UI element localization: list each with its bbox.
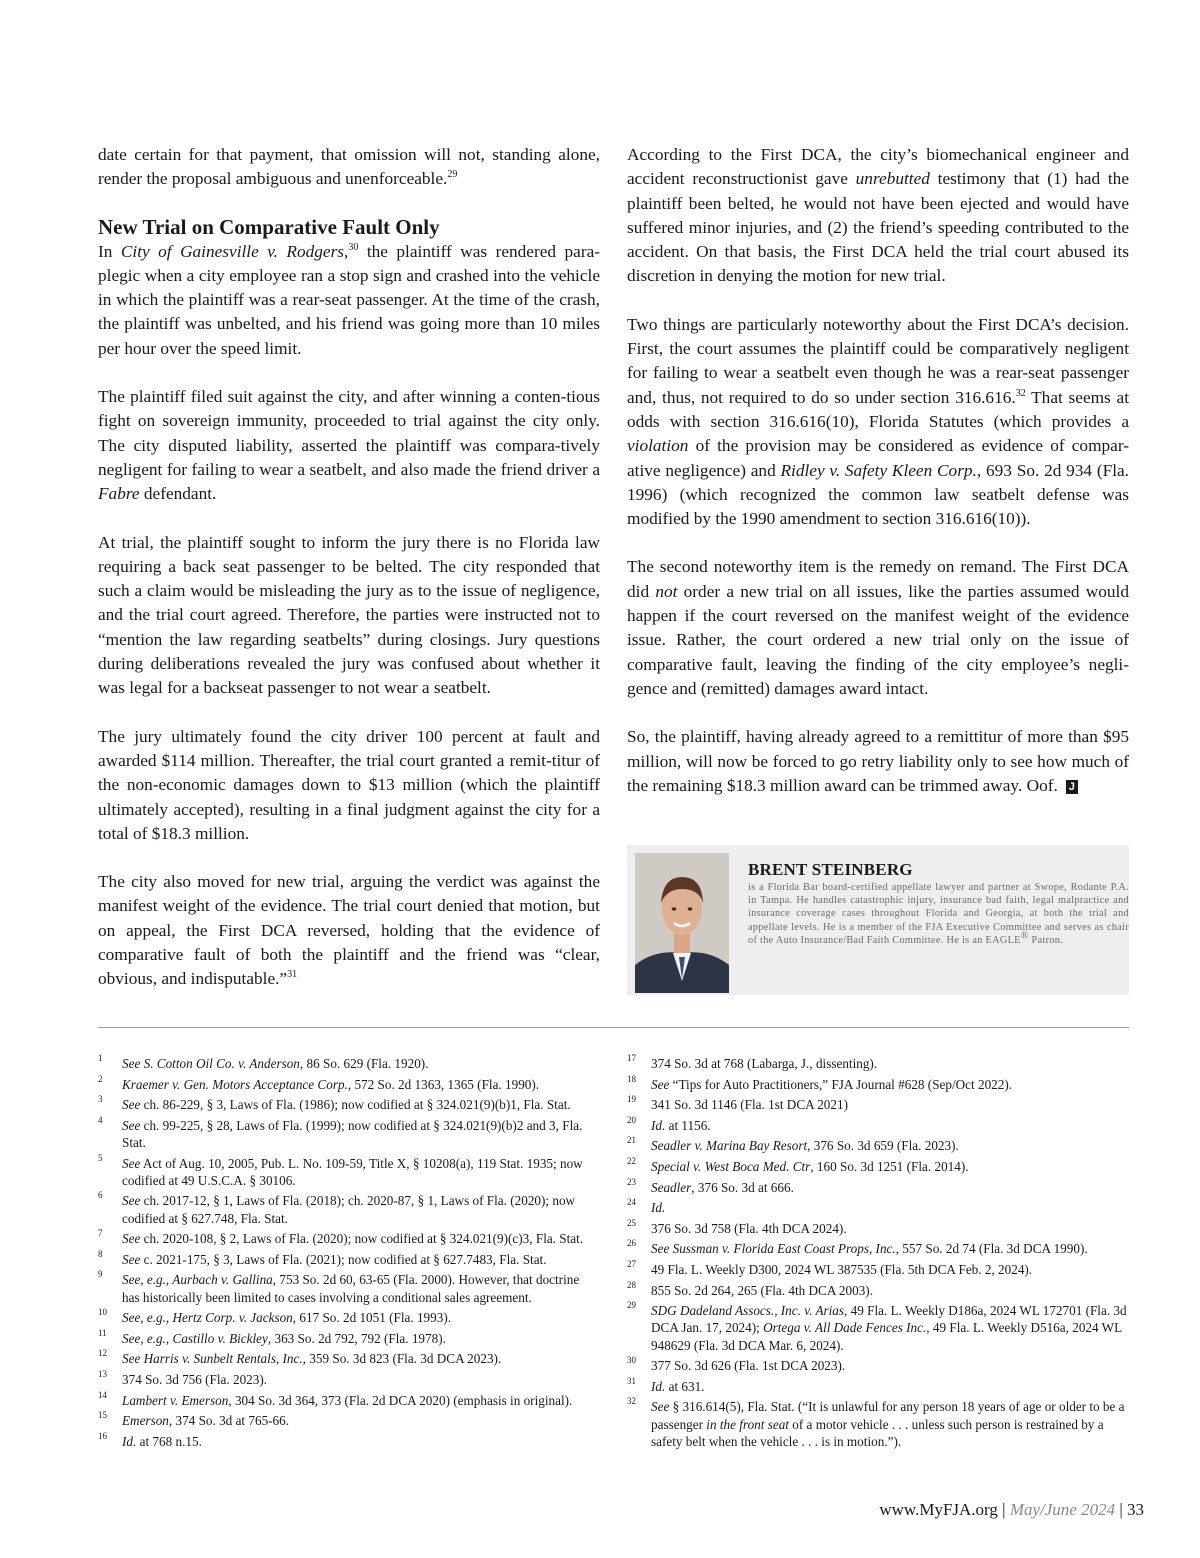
case-name: Fabre — [98, 484, 140, 504]
citation-text: , 304 So. 3d 364, 373 (Fla. 2d DCA 2020) (emphasis in original). — [228, 1392, 573, 1408]
citation-italic: See S. Cotton Oil Co. v. Anderson — [122, 1056, 300, 1071]
footnote-item — [98, 1271, 600, 1305]
footnote-item — [98, 1389, 600, 1409]
citation-italic: See Harris v. Sunbelt Rentals, Inc., — [122, 1351, 306, 1367]
footnote-item — [627, 1279, 1129, 1299]
footnote-item — [627, 1137, 1129, 1154]
citation-text: 359 So. 3d 823 (Fla. 3d DCA 2023). — [305, 1351, 502, 1367]
footnote-ref[interactable]: 32 — [1015, 387, 1026, 399]
citation-italic: See — [122, 1117, 141, 1133]
footnote-number: 6 — [98, 1190, 103, 1201]
footnote-number: 18 — [627, 1073, 636, 1084]
citation-text: 341 So. 3d 1146 (Fla. 1st DCA 2021) — [651, 1097, 848, 1113]
citation-italic: Ortega v. All Dade Fences Inc. — [763, 1320, 927, 1336]
footnote-number: 24 — [627, 1197, 636, 1208]
footnote-item — [98, 1114, 600, 1151]
footnote-number: 12 — [98, 1348, 107, 1359]
citation-text: § 316.614(5), Fla. Stat. (“It is unlawful for any person 18 years of age or older to be a passenger — [651, 1399, 1125, 1432]
footnote-item — [627, 1302, 1129, 1354]
body-paragraph: In City of Gainesville v. Rodgers,$^{30}$ the plaintiff was rendered para-plegic when a city employee ran a stop sign and crashed into the vehicle in which the plaintiff was a rear-seat passenger. At the time of the crash, the plaintiff was unbelted, and his friend was going more than 10 miles per hour over the speed limit. — [98, 241, 601, 358]
citation-italic: See — [122, 1155, 141, 1171]
footnote-item — [98, 1055, 600, 1072]
emphasis: violation — [627, 436, 689, 456]
citation-text: ch. 2017-12, § 1, Laws of Fla. (2018); ch. 2020-87, § 1, Laws of Fla. (2020); now codified at § 627.748, Fla. Stat. — [122, 1193, 576, 1226]
footnote-number: 1 — [98, 1053, 103, 1063]
footnote-divider — [98, 1027, 1129, 1028]
citation-text: “Tips for Auto Practitioners,” FJA Journal #628 (Sep/Oct 2022). — [669, 1076, 1013, 1092]
citation-italic: See, e.g., Aurbach v. Gallina — [122, 1272, 273, 1288]
citation-text: 49 Fla. L. Weekly D300, 2024 WL 387535 (Fla. 5th DCA Feb. 2, 2024). — [651, 1261, 1033, 1277]
footnote-number: 21 — [627, 1135, 636, 1146]
footnote-item — [98, 1152, 600, 1189]
citation-italic: Id. — [651, 1378, 666, 1394]
citation-text: 855 So. 2d 264, 265 (Fla. 4th DCA 2003). — [651, 1282, 873, 1298]
emphasis: not — [655, 581, 678, 601]
footnotes-right — [627, 1055, 1129, 1453]
left-column — [98, 143, 600, 1016]
footnote-item — [627, 1155, 1129, 1175]
footnote-item — [98, 1248, 600, 1268]
section-heading: New Trial on Comparative Fault Only — [98, 214, 440, 239]
footnote-number: 31 — [627, 1375, 636, 1386]
citation-italic: Seadler v. Marina Bay Resort — [651, 1138, 808, 1154]
footnote-number: 3 — [98, 1094, 103, 1105]
footnote-number: 20 — [627, 1114, 636, 1125]
footnote-item — [98, 1350, 600, 1367]
footnote-item — [98, 1430, 600, 1450]
footnote-item — [627, 1357, 1129, 1374]
citation-text: 374 So. 3d 756 (Fla. 2023). — [122, 1371, 268, 1387]
citation-text: 377 So. 3d 626 (Fla. 1st DCA 2023). — [651, 1358, 846, 1374]
footnote-item — [627, 1375, 1129, 1395]
footnote-number: 13 — [98, 1368, 107, 1379]
citation-italic: See — [122, 1097, 141, 1113]
issue-date: May/June 2024 — [1009, 1500, 1116, 1519]
body-paragraph: According to the First DCA, the city’s biomechanical engineer and accident reconstructionist gave unrebutted testimony that (1) had the plaintiff been belted, he would not have been ejected and would have suffered minor injuries, and (2) the friend’s speeding contributed to the accident. On that basis, the First DCA held the trial court abused its discretion in denying the motion for new trial. — [627, 145, 1129, 286]
page-footer: www.MyFJA.org | May/June 2024 | 33 — [879, 1500, 1144, 1519]
citation-italic: See — [651, 1076, 670, 1092]
footnote-item — [627, 1096, 1129, 1113]
citation-italic: SDG Dadeland Assocs., Inc. v. Arias — [651, 1303, 845, 1319]
footnote-number: 32 — [627, 1396, 636, 1407]
footnote-item — [627, 1055, 1129, 1072]
citation-text: , 572 So. 2d 1363, 1365 (Fla. 1990). — [347, 1076, 540, 1092]
footnote-item — [98, 1327, 600, 1347]
footnote-ref[interactable]: 30 — [348, 241, 359, 253]
footnote-item — [627, 1176, 1129, 1196]
footnote-number: 9 — [98, 1269, 103, 1280]
footnote-item — [98, 1096, 600, 1113]
citation-italic: Kraemer v. Gen. Motors Acceptance Corp. — [122, 1076, 348, 1092]
footnote-ref[interactable]: 29 — [447, 169, 458, 181]
footnote-item — [98, 1368, 600, 1388]
citation-text: Act of Aug. 10, 2005, Pub. L. No. 109-59, Title X, § 10208(a), 119 Stat. 1935; now codified at 49 U.S.C.A. § 30106. — [122, 1155, 583, 1188]
case-name: Ridley v. Safety Kleen Corp. — [780, 460, 977, 480]
footnote-number: 27 — [627, 1258, 636, 1269]
citation-text: , 617 So. 2d 1051 (Fla. 1993). — [292, 1310, 452, 1326]
footnote-number: 16 — [98, 1430, 107, 1441]
body-paragraph: Two things are particularly noteworthy about the First DCA’s decision. First, the court assumes the plaintiff could be comparatively negligent for failing to wear a seatbelt even though he was a rear-seat passenger and, thus, not required to do so under section 316.616.32 That seems at odds with section 316.616(10), Florida Statutes (which provides a violation of the provision may be considered as evidence of compar-ative negligence) and Ridley v. Safety Kleen Corp., 693 So. 2d 934 (Fla. 1996) (which recognized the common law seatbelt defense was modified by the 1990 amendment to section 316.616(10)). — [627, 314, 1129, 529]
citation-text: at 1156. — [665, 1117, 711, 1133]
citation-text: , 49 Fla. L. Weekly D516a, 2024 WL 948629 (Fla. 3d DCA Mar. 6, 2024). — [651, 1320, 1122, 1353]
footnote-item — [627, 1217, 1129, 1237]
footnote-item — [98, 1073, 600, 1093]
footnote-number: 17 — [627, 1053, 636, 1063]
footnote-number: 10 — [98, 1307, 107, 1318]
author-bio-text — [748, 860, 1129, 947]
citation-text: 374 So. 3d at 768 (Labarga, J., dissenting). — [651, 1056, 878, 1071]
footnote-number: 4 — [98, 1114, 103, 1125]
footnote-item — [627, 1398, 1129, 1450]
citation-text: , 557 So. 2d 74 (Fla. 3d DCA 1990). — [895, 1241, 1088, 1257]
footnote-number: 22 — [627, 1155, 636, 1166]
footnote-item — [627, 1258, 1129, 1278]
citation-italic: Lambert v. Emerson — [122, 1392, 229, 1408]
citation-italic: See — [122, 1231, 141, 1247]
citation-italic: See, e.g., Castillo v. Bickley — [122, 1330, 268, 1346]
footnote-number: 15 — [98, 1410, 107, 1421]
citation-text: 376 So. 3d 758 (Fla. 4th DCA 2024). — [651, 1220, 847, 1236]
footnote-item — [98, 1309, 600, 1326]
emphasis: unrebutted — [855, 169, 930, 189]
footnote-number: 19 — [627, 1094, 636, 1105]
citation-text: , 363 So. 2d 792, 792 (Fla. 1978). — [267, 1330, 446, 1346]
footnote-number: 5 — [98, 1152, 103, 1163]
footnote-number: 11 — [98, 1327, 107, 1338]
citation-italic: in the front seat — [706, 1416, 789, 1432]
author-photo — [635, 853, 729, 993]
citation-italic: Id. — [651, 1200, 666, 1216]
citation-italic: See — [651, 1399, 670, 1415]
author-portrait-icon — [635, 853, 729, 993]
body-paragraph: At trial, the plaintiff sought to inform the jury there is no Florida law requiring a back seat passenger to be belted. The city responded that such a claim would be misleading the jury as to the issue of negligence, and the trial court agreed. Therefore, the parties were instructed not to “mention the law regarding seatbelts” during closings. Jury questions during deliberations revealed the jury was confused about whether it was legal for a backseat passenger to not wear a seatbelt. — [98, 532, 600, 698]
citation-italic: See — [122, 1251, 141, 1267]
footnote-number: 2 — [98, 1073, 103, 1084]
footnote-item — [627, 1199, 1129, 1216]
citation-text: , 376 So. 3d at 666. — [691, 1179, 794, 1195]
citation-text: ch. 99-225, § 28, Laws of Fla. (1999); now codified at § 324.021(9)(b)2 and 3, Fla. Stat. — [122, 1117, 583, 1150]
citation-text: , 753 So. 2d 60, 63-65 (Fla. 2000). However, that doctrine has historically been limited to cases involving a conditional sales agreement. — [122, 1272, 580, 1305]
right-column — [627, 143, 1129, 822]
site-url[interactable]: www.MyFJA.org — [879, 1500, 998, 1519]
citation-italic: See — [122, 1193, 141, 1209]
footnotes-left — [98, 1055, 600, 1453]
citation-text: at 768 n.15. — [136, 1433, 202, 1449]
citation-text: , 160 So. 3d 1251 (Fla. 2014). — [810, 1158, 969, 1174]
citation-text: at 631. — [665, 1378, 705, 1394]
footnote-number: 23 — [627, 1176, 636, 1187]
intro-tail-paragraph: date certain for that payment, that omission will not, standing alone, render the proposal ambiguous and unenforceable.$^{29}$ — [98, 145, 600, 189]
page-number: 33 — [1127, 1500, 1144, 1519]
citation-text: ch. 86-229, § 3, Laws of Fla. (1986); now codified at § 324.021(9)(b)1, Fla. Stat. — [140, 1097, 571, 1113]
citation-text: ch. 2020-108, § 2, Laws of Fla. (2020); now codified at § 324.021(9)(c)3, Fla. Stat. — [140, 1231, 584, 1247]
footnote-number: 29 — [627, 1300, 636, 1311]
case-name: City of Gainesville v. Rodgers — [120, 241, 345, 261]
citation-italic: Special v. West Boca Med. Ctr — [651, 1158, 811, 1174]
author-name: BRENT STEINBERG — [748, 860, 913, 879]
footnote-number: 14 — [98, 1389, 107, 1400]
body-paragraph: The city also moved for new trial, arguing the verdict was against the manifest weight of the evidence. The trial court denied that motion, but on appeal, the First DCA reversed, holding that the evidence of comparative fault of both the plaintiff and the friend was “clear, obvious, and indisputable.”$^{31}$ — [98, 872, 600, 989]
citation-italic: See, e.g., Hertz Corp. v. Jackson — [122, 1310, 293, 1326]
citation-italic: See Sussman v. Florida East Coast Props, Inc. — [651, 1241, 896, 1257]
footnote-ref[interactable]: 31 — [287, 969, 298, 981]
footnote-item — [98, 1230, 600, 1247]
body-paragraph: The second noteworthy item is the remedy on remand. The First DCA did not order a new trial on all issues, like the parties assumed would happen if the court reversed on the manifest weight of the evidence issue. Rather, the court ordered a new trial only on the issue of comparative fault, leaving the finding of the city employee’s negli-gence and (remitted) damages award intact. — [627, 557, 1129, 698]
footnote-number: 28 — [627, 1279, 636, 1290]
footnote-number: 8 — [98, 1248, 103, 1259]
footnote-item — [627, 1240, 1129, 1257]
body-paragraph: The plaintiff filed suit against the city, and after winning a conten-tious fight on sovereign immunity, proceeded to trial against the city only. The city disputed liability, asserted the plaintiff was compara-tively negligent for failing to wear a seatbelt, and also made the friend driver a Fabre defendant. — [98, 387, 600, 504]
body-paragraph: The jury ultimately found the city driver 100 percent at fault and awarded $114 million. Thereafter, the trial court granted a remit-titur of the non-economic damages down to $13 million (which the plaintiff ultimately accepted), resulting in a final judgment against the city for a total of $18.3 million. — [98, 726, 600, 843]
citation-text: of a motor vehicle . . . unless such person is restrained by a safety belt when the vehicle . . . is in motion.”). — [651, 1416, 1104, 1449]
footnote-number: 26 — [627, 1238, 636, 1249]
author-description: is a Florida Bar board-certified appellate lawyer and partner at Swope, Rodante P.A. in Tampa. He handles catastrophic injury, insurance bad faith, legal malpractice and insurance coverage cases throughout Florida and Georgia, at both the trial and appellate levels. He is a member of the FJA Executive Committee and serves as chair of the Auto Insurance/Bad Faith Committee. He is an EAGLE® Patron. — [748, 882, 1129, 946]
citation-text: , 49 Fla. L. Weekly D186a, 2024 WL 172701 (Fla. 3d DCA Jan. 17, 2024); — [651, 1303, 1127, 1336]
citation-italic: Id. — [651, 1117, 666, 1133]
citation-text: 374 So. 3d at 765-66. — [172, 1413, 290, 1429]
citation-italic: Seadler — [651, 1179, 692, 1195]
citation-text: , 86 So. 629 (Fla. 1920). — [299, 1056, 429, 1071]
footnote-item — [98, 1412, 600, 1429]
footnote-number: 7 — [98, 1228, 103, 1239]
author-bio-box — [627, 845, 1129, 995]
citation-text: c. 2021-175, § 3, Laws of Fla. (2021); now codified at § 627.7483, Fla. Stat. — [140, 1251, 547, 1267]
footnote-item — [627, 1073, 1129, 1093]
footnote-item — [98, 1192, 600, 1226]
body-paragraph: So, the plaintiff, having already agreed to a remittitur of more than $95 million, will now be forced to go retry liability only to see how much of the remaining $18.3 million award can be trimmed away. Oof. J — [627, 727, 1129, 795]
citation-italic: Id. — [122, 1433, 137, 1449]
end-of-article-icon: J — [1066, 780, 1078, 794]
footnote-item — [627, 1114, 1129, 1134]
citation-text: , 376 So. 3d 659 (Fla. 2023). — [807, 1138, 959, 1154]
footnote-number: 25 — [627, 1217, 636, 1228]
footnote-number: 30 — [627, 1355, 636, 1366]
citation-italic: Emerson, — [122, 1413, 173, 1429]
